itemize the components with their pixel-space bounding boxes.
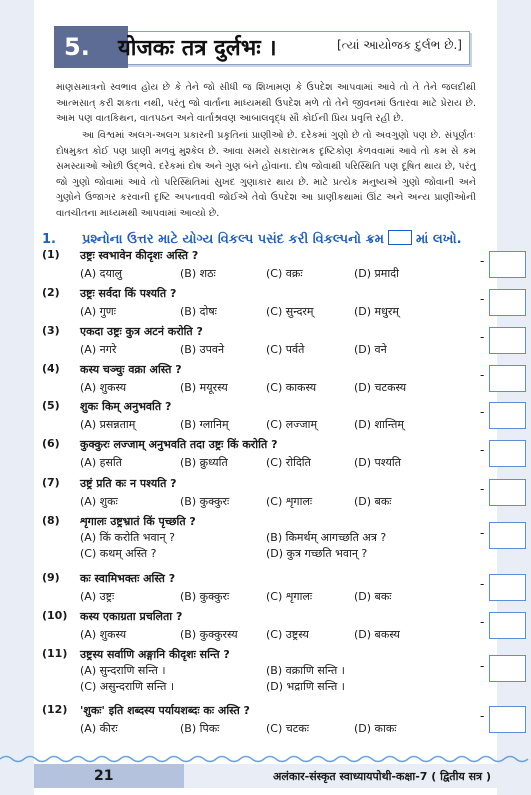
question-number: (2) (42, 286, 60, 299)
option-b: (B) कुक्कुरस्य (180, 628, 238, 641)
option-a: (A) हसति (80, 456, 123, 469)
option-b: (B) कुक्कुरः (180, 590, 230, 603)
option-b: (B) मयूरस्य (180, 381, 228, 394)
instruction-answer-box-icon (388, 230, 412, 245)
question-text: कस्य चञ्चुः वक्रा अस्ति ? (80, 363, 182, 376)
option-c: (C) शृगालः (266, 590, 313, 603)
option-b: (B) कुक्कुरः (180, 495, 230, 508)
question-item (42, 647, 485, 693)
option-a: (A) नगरे (80, 343, 117, 356)
option-a: (A) कीरः (80, 722, 118, 735)
question-item (42, 514, 485, 560)
option-d: (D) मधुरम् (354, 305, 399, 318)
question-text: एकदा उष्ट्रः कुत्र अटनं करोति ? (80, 325, 203, 338)
option-b: (B) उपवने (180, 343, 225, 356)
option-d: (D) बकस्य (354, 628, 400, 641)
answer-dash: - (480, 330, 485, 344)
chapter-title: योजकः तत्र दुर्लभः । (118, 36, 277, 61)
option-c: (C) शृगालः (266, 495, 313, 508)
footer-wave-divider (0, 754, 531, 764)
page-content (34, 0, 497, 795)
option-d: (D) काकः (354, 722, 397, 735)
option-c: (C) लज्जाम् (266, 418, 318, 431)
question-text: कुक्कुरः लज्जाम् अनुभवति तदा उष्ट्रः किं करोति ? (80, 438, 278, 451)
answer-box[interactable] (489, 706, 526, 733)
option-d: (D) बकः (354, 590, 392, 603)
chapter-subtitle: [ત્યાં આયોજક દુર્લભ છે.] (337, 38, 462, 52)
option-a: (A) सुन्दराणि सन्ति । (80, 664, 166, 677)
answer-dash: - (480, 615, 485, 629)
option-d: (D) चटकस्य (354, 381, 407, 394)
question-text: शुकः किम् अनुभवति ? (80, 400, 172, 413)
answer-box[interactable] (489, 655, 526, 682)
answer-dash: - (480, 292, 485, 306)
option-c: (C) काकस्य (266, 381, 317, 394)
answer-box[interactable] (489, 612, 526, 639)
option-c: (C) वक्रः (266, 267, 303, 280)
answer-dash: - (480, 482, 485, 496)
option-a: (A) उष्ट्रः (80, 590, 115, 603)
option-d: (D) कुत्र गच्छति भवान् ? (266, 547, 368, 560)
question-item (42, 362, 485, 402)
question-item (42, 609, 485, 649)
question-item (42, 703, 485, 743)
question-number: (7) (42, 476, 60, 489)
option-b: (B) ग्लानिम् (180, 418, 229, 431)
option-d: (D) प्रमादी (354, 267, 399, 280)
option-b: (B) दोषः (180, 305, 217, 318)
question-number: (5) (42, 399, 60, 412)
option-d: (D) पश्यति (354, 456, 401, 469)
answer-dash: - (480, 254, 485, 268)
question-text: कस्य एकाग्रता प्रचलिता ? (80, 610, 183, 623)
option-b: (B) वक्राणि सन्ति । (266, 664, 345, 677)
answer-box[interactable] (489, 365, 526, 392)
answer-dash: - (480, 577, 485, 591)
question-text: उष्ट्रस्य सर्वाणि अङ्गानि कीदृशः सन्ति ? (80, 648, 230, 661)
question-text: शृगालः उष्ट्रभ्रातं किं पृच्छति ? (80, 515, 196, 528)
option-a: (A) शुकस्य (80, 628, 127, 641)
option-d: (D) भद्राणि सन्ति । (266, 680, 345, 693)
question-item (42, 324, 485, 364)
chapter-header (54, 26, 468, 66)
answer-box[interactable] (489, 479, 526, 506)
option-c: (C) पर्वते (266, 343, 305, 356)
question-item (42, 248, 485, 288)
instruction-text-end: માં લખો. (415, 232, 462, 247)
exercise-instruction (42, 230, 482, 247)
question-number: (10) (42, 609, 68, 622)
option-c: (C) रोदिति (266, 456, 311, 469)
option-a: (A) शुकः (80, 495, 118, 508)
answer-box[interactable] (489, 289, 526, 316)
intro-paragraph-2: આ વિશ્વમાં અલગ-અલગ પ્રકારની પ્રકૃતિનાં પ્રાણીઓ છે. દરેકમાં ગુણો છે તો અવગુણો પણ છે. સંપૂર્ણતઃ દોષમુક્ત કોઈ પણ પ્રાણી મળવું મુશ્કેલ છે. આવા સમયે સકારાત્મક દૃષ્ટિકોણ કેળવવામાં આવે તો કમ સે કમ સમસ્યાઓ ઓછી ઉદ્ભવે. દરેકમાં દોષ અને ગુણ બંને હોવાના. દોષ જોવાથી પરિસ્થિતિ પણ દૂષિત થાય છે, પરંતુ જો ગુણો જોવામાં આવે તો પરિસ્થિતિમાં સુખદ ગુણાકાર થાય છે. માટે પ્રત્યેક મનુષ્યએ ગુણો જોવાની અને ગુણોને ઉજાગર કરવાની દૃષ્ટિ અપનાવવી જોઈએ તેવો ઉપદેશ આ પ્રાણીકથામાં ઊંટ અને અન્ય પ્રાણીઓની વાતચીતના માધ્યમથી આપવામાં આવ્યો છે. (56, 130, 476, 219)
option-d: (D) बकः (354, 495, 392, 508)
answer-dash: - (480, 405, 485, 419)
answer-box[interactable] (489, 251, 526, 278)
option-b: (B) क्रुध्यति (180, 456, 228, 469)
answer-box[interactable] (489, 574, 526, 601)
question-text: उष्ट्रः स्वभावेन कीदृशः अस्ति ? (80, 249, 199, 262)
intro-paragraph-1: માણસમાત્રનો સ્વભાવ હોય છે કે તેને જો સીધી જ શિખામણ કે ઉપદેશ આપવામાં આવે તો તે તેને જલદીથી આત્મસાત્ કરી શકતા નથી, પરંતુ જો વાર્તાના માધ્યમથી ઉપદેશ મળે તો તેને જીવનમાં ઉતારવા માટે પ્રેરાય છે. આમ પણ વાતકિથન, વાતપઠન અને વાર્તાશ્રવણ આબાલવૃદ્ધ સૌ કોઈની પ્રિય પ્રવૃત્તિ રહી છે. (56, 82, 476, 125)
option-d: (D) वने (354, 343, 387, 356)
option-a: (A) दयालु (80, 267, 123, 280)
question-item (42, 399, 485, 439)
question-number: (4) (42, 362, 60, 375)
option-c: (C) असुन्दराणि सन्ति । (80, 680, 175, 693)
page-number: 21 (34, 764, 184, 788)
question-number: (11) (42, 647, 68, 660)
question-number: (6) (42, 437, 60, 450)
option-c: (C) उष्ट्रस्य (266, 628, 309, 641)
option-b: (B) पिकः (180, 722, 220, 735)
question-text: उष्ट्रं प्रति कः न पश्यति ? (80, 477, 177, 490)
answer-box[interactable] (489, 522, 526, 549)
answer-dash: - (480, 443, 485, 457)
option-a: (A) किं करोति भवान् ? (80, 531, 175, 544)
option-c: (C) सुन्दरम् (266, 305, 314, 318)
book-title: अलंकार-संस्कृत स्वाध्यायपोथी-कक्षा-7 ( द्वितीय सत्र ) (273, 770, 491, 783)
option-c: (C) चटकः (266, 722, 309, 735)
question-item (42, 476, 485, 516)
answer-dash: - (480, 659, 485, 673)
option-a: (A) शुकस्य (80, 381, 127, 394)
question-item (42, 571, 485, 611)
answer-box[interactable] (489, 402, 526, 429)
option-b: (B) शठः (180, 267, 216, 280)
question-number: (1) (42, 248, 60, 261)
question-number: (12) (42, 703, 68, 716)
question-text: 'शुकः' इति शब्दस्य पर्यायशब्दः कः अस्ति ? (80, 704, 250, 717)
question-item (42, 437, 485, 477)
exercise-number: 1. (42, 232, 56, 247)
option-a: (A) प्रसन्नताम् (80, 418, 136, 431)
answer-box[interactable] (489, 327, 526, 354)
question-text: कः स्वामिभक्तः अस्ति ? (80, 572, 176, 585)
instruction-text: પ્રશ્નોના ઉત્તર માટે યોગ્ય વિકલ્પ પસંદ કરી વિકલ્પનો ક્રમ (82, 232, 384, 247)
option-d: (D) शान्तिम् (354, 418, 404, 431)
option-c: (C) कथम् अस्ति ? (80, 547, 157, 560)
page-footer (34, 764, 497, 788)
chapter-number: 5. (54, 26, 128, 68)
question-number: (8) (42, 514, 60, 527)
answer-dash: - (480, 709, 485, 723)
question-number: (3) (42, 324, 60, 337)
option-b: (B) किमर्थम् आगच्छति अत्र ? (266, 531, 387, 544)
question-text: उष्ट्रः सर्वदा किं पश्यति ? (80, 287, 177, 300)
left-margin-band (0, 0, 34, 795)
answer-box[interactable] (489, 440, 526, 467)
answer-dash: - (480, 526, 485, 540)
question-number: (9) (42, 571, 60, 584)
option-a: (A) गुणः (80, 305, 116, 318)
answer-dash: - (480, 368, 485, 382)
question-item (42, 286, 485, 326)
